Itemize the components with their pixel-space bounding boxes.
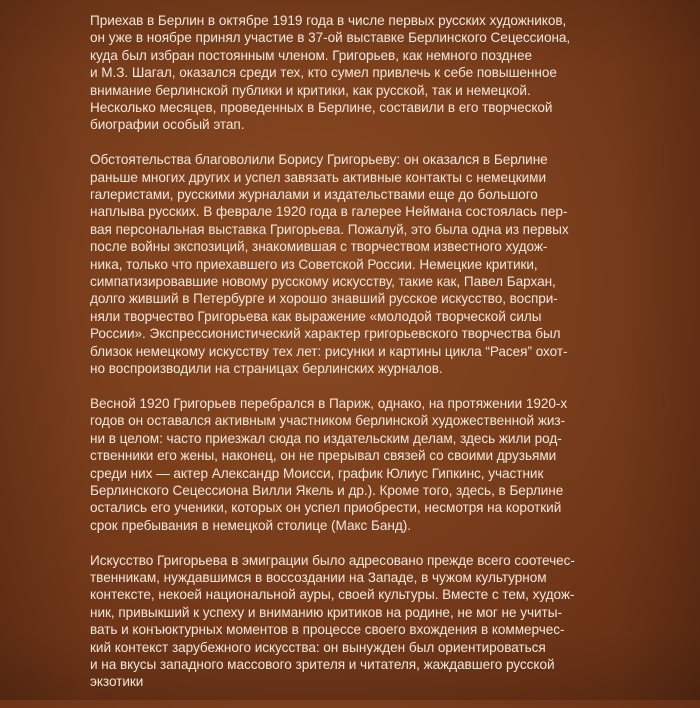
paragraph-2: Обстоятельства благоволили Борису Григорьеву: он оказался в Берлине раньше многих других и успел завязать активные контакты с немецкими галеристами, русскими журналами и издательствами еще до большого наплыва русских. В феврале 1920 года в галерее Неймана состоялась пер- вая персональная выставка Григорьева. Пожалуй, это была одна из первых после войны экспозиций, знакомившая с творчеством известного худож- ника, только что приехавшего из Советской России. Немецкие критики, симпатизировавшие новому русскому искусству, такие как, Павел Бархан, долго живший в Петербурге и хорошо знавший русское искусство, воспри- няли творчество Григорьева как выражение «молодой творческой силы России». Экспрессионистический характер григорьевского творчества был близок немецкому искусству тех лет: рисунки и картины цикла “Расея” охот- но воспроизводили на страницах берлинских журналов.	[90, 152, 569, 377]
paragraph-1: Приехав в Берлин в октябре 1919 года в числе первых русских художников, он уже в ноябре принял участие в 37-ой выставке Берлинского Сецессиона, куда был избран постоянным членом. Григорьев, как немного позднее и М.З. Шагал, оказался среди тех, кто сумел привлечь к себе повышенное внимание берлинской публики и критики, как русской, так и немецкой. Несколько месяцев, проведенных в Берлине, составили в его творческой биографии особый этап.	[90, 13, 571, 133]
paragraph-3: Весной 1920 Григорьев перебрался в Париж, однако, на протяжении 1920-х годов он оставался активным участником берлинской художественной жиз- ни в целом: часто приезжал сюда по издательским делам, здесь жили род- ственники его жены, наконец, он не прерывал связей со своими друзьями среди них — актер Александр Моисси, график Юлиус Гипкинс, участник Берлинского Сецессиона Вилли Якель и др.). Кроме того, здесь, в Берлине остались его ученики, которых он успел приобрести, несмотря на короткий срок пребывания в немецкой столице (Макс Банд).	[90, 395, 568, 533]
article-text	[90, 12, 620, 708]
paragraph-4: Искусство Григорьева в эмиграции было адресовано прежде всего соотечес- твенникам, нуждавшимся в воссоздании на Западе, в чужом культурном контексте, некоей национальной ауры, своей культуры. Вместе с тем, худож- ник, привыкший к успеху и вниманию критиков на родине, не мог не учиты- вать и конъюктурных моментов в процессе своего вхождения в коммерчес- кий контекст зарубежного искусства: он вынужден был ориентироваться и на вкусы западного массового зрителя и читателя, жаждавшего русской экзотики	[90, 552, 575, 690]
